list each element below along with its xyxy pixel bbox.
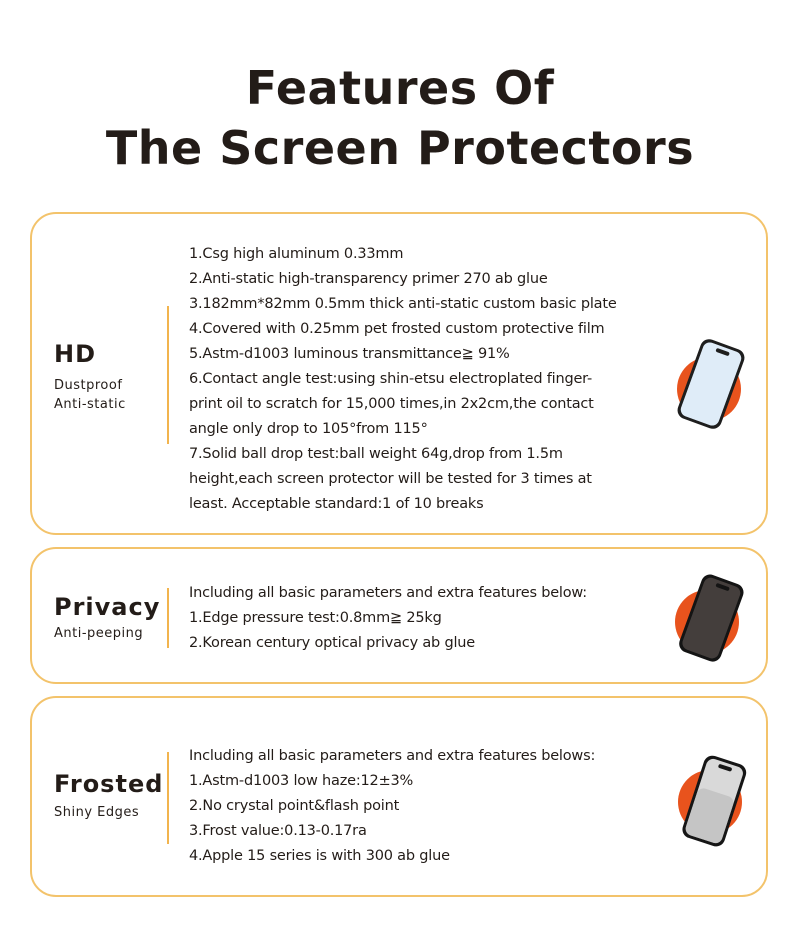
privacy-divider — [167, 588, 169, 648]
privacy-title: Privacy — [54, 593, 161, 621]
frosted-screen-protector-icon — [672, 752, 754, 852]
list-item: 2.Anti-static high-transparency primer 270 ab glue — [189, 271, 548, 287]
privacy-feature-list — [189, 581, 587, 656]
list-item: 1.Astm-d1003 low haze:12±3% — [189, 773, 414, 789]
list-item: 3.Frost value:0.13-0.17ra — [189, 823, 367, 839]
page-title-line-1: Features Of — [245, 61, 555, 115]
list-item: height,each screen protector will be tested for 3 times at — [189, 471, 592, 487]
hd-feature-card — [30, 212, 768, 535]
hd-feature-list — [189, 242, 617, 517]
list-item: Including all basic parameters and extra features belows: — [189, 748, 596, 764]
frosted-subtitle: Shiny Edges — [54, 805, 140, 820]
privacy-subtitle: Anti-peeping — [54, 626, 144, 641]
list-item: print oil to scratch for 15,000 times,in 2x2cm,the contact — [189, 396, 594, 412]
hd-title: HD — [54, 340, 97, 368]
privacy-screen-protector-icon — [670, 573, 752, 665]
hd-subtitle-dustproof: Dustproof — [54, 378, 123, 393]
list-item: 1.Edge pressure test:0.8mm≧ 25kg — [189, 610, 442, 626]
list-item: angle only drop to 105°from 115° — [189, 421, 428, 437]
frosted-feature-card — [30, 696, 768, 897]
list-item: least. Acceptable standard:1 of 10 breaks — [189, 496, 484, 512]
list-item: 4.Apple 15 series is with 300 ab glue — [189, 848, 450, 864]
frosted-divider — [167, 752, 169, 844]
frosted-label — [54, 770, 163, 822]
list-item: 3.182mm*82mm 0.5mm thick anti-static custom basic plate — [189, 296, 617, 312]
hd-label — [54, 340, 126, 414]
list-item: Including all basic parameters and extra features below: — [189, 585, 587, 601]
list-item: 5.Astm-d1003 luminous transmittance≧ 91% — [189, 346, 510, 362]
hd-subtitle-anti-static: Anti-static — [54, 397, 126, 412]
list-item: 1.Csg high aluminum 0.33mm — [189, 246, 404, 262]
list-item: 7.Solid ball drop test:ball weight 64g,drop from 1.5m — [189, 446, 563, 462]
list-item: 4.Covered with 0.25mm pet frosted custom protective film — [189, 321, 605, 337]
page-title-line-2: The Screen Protectors — [105, 121, 695, 175]
list-item: 2.Korean century optical privacy ab glue — [189, 635, 476, 651]
frosted-feature-list — [189, 744, 595, 869]
clear-screen-protector-icon — [670, 336, 752, 432]
hd-divider — [167, 306, 169, 444]
privacy-label — [54, 593, 160, 643]
page-title — [0, 58, 800, 178]
list-item: 2.No crystal point&flash point — [189, 798, 400, 814]
list-item: 6.Contact angle test:using shin-etsu electroplated finger- — [189, 371, 593, 387]
privacy-feature-card — [30, 547, 768, 684]
frosted-title: Frosted — [54, 770, 164, 798]
